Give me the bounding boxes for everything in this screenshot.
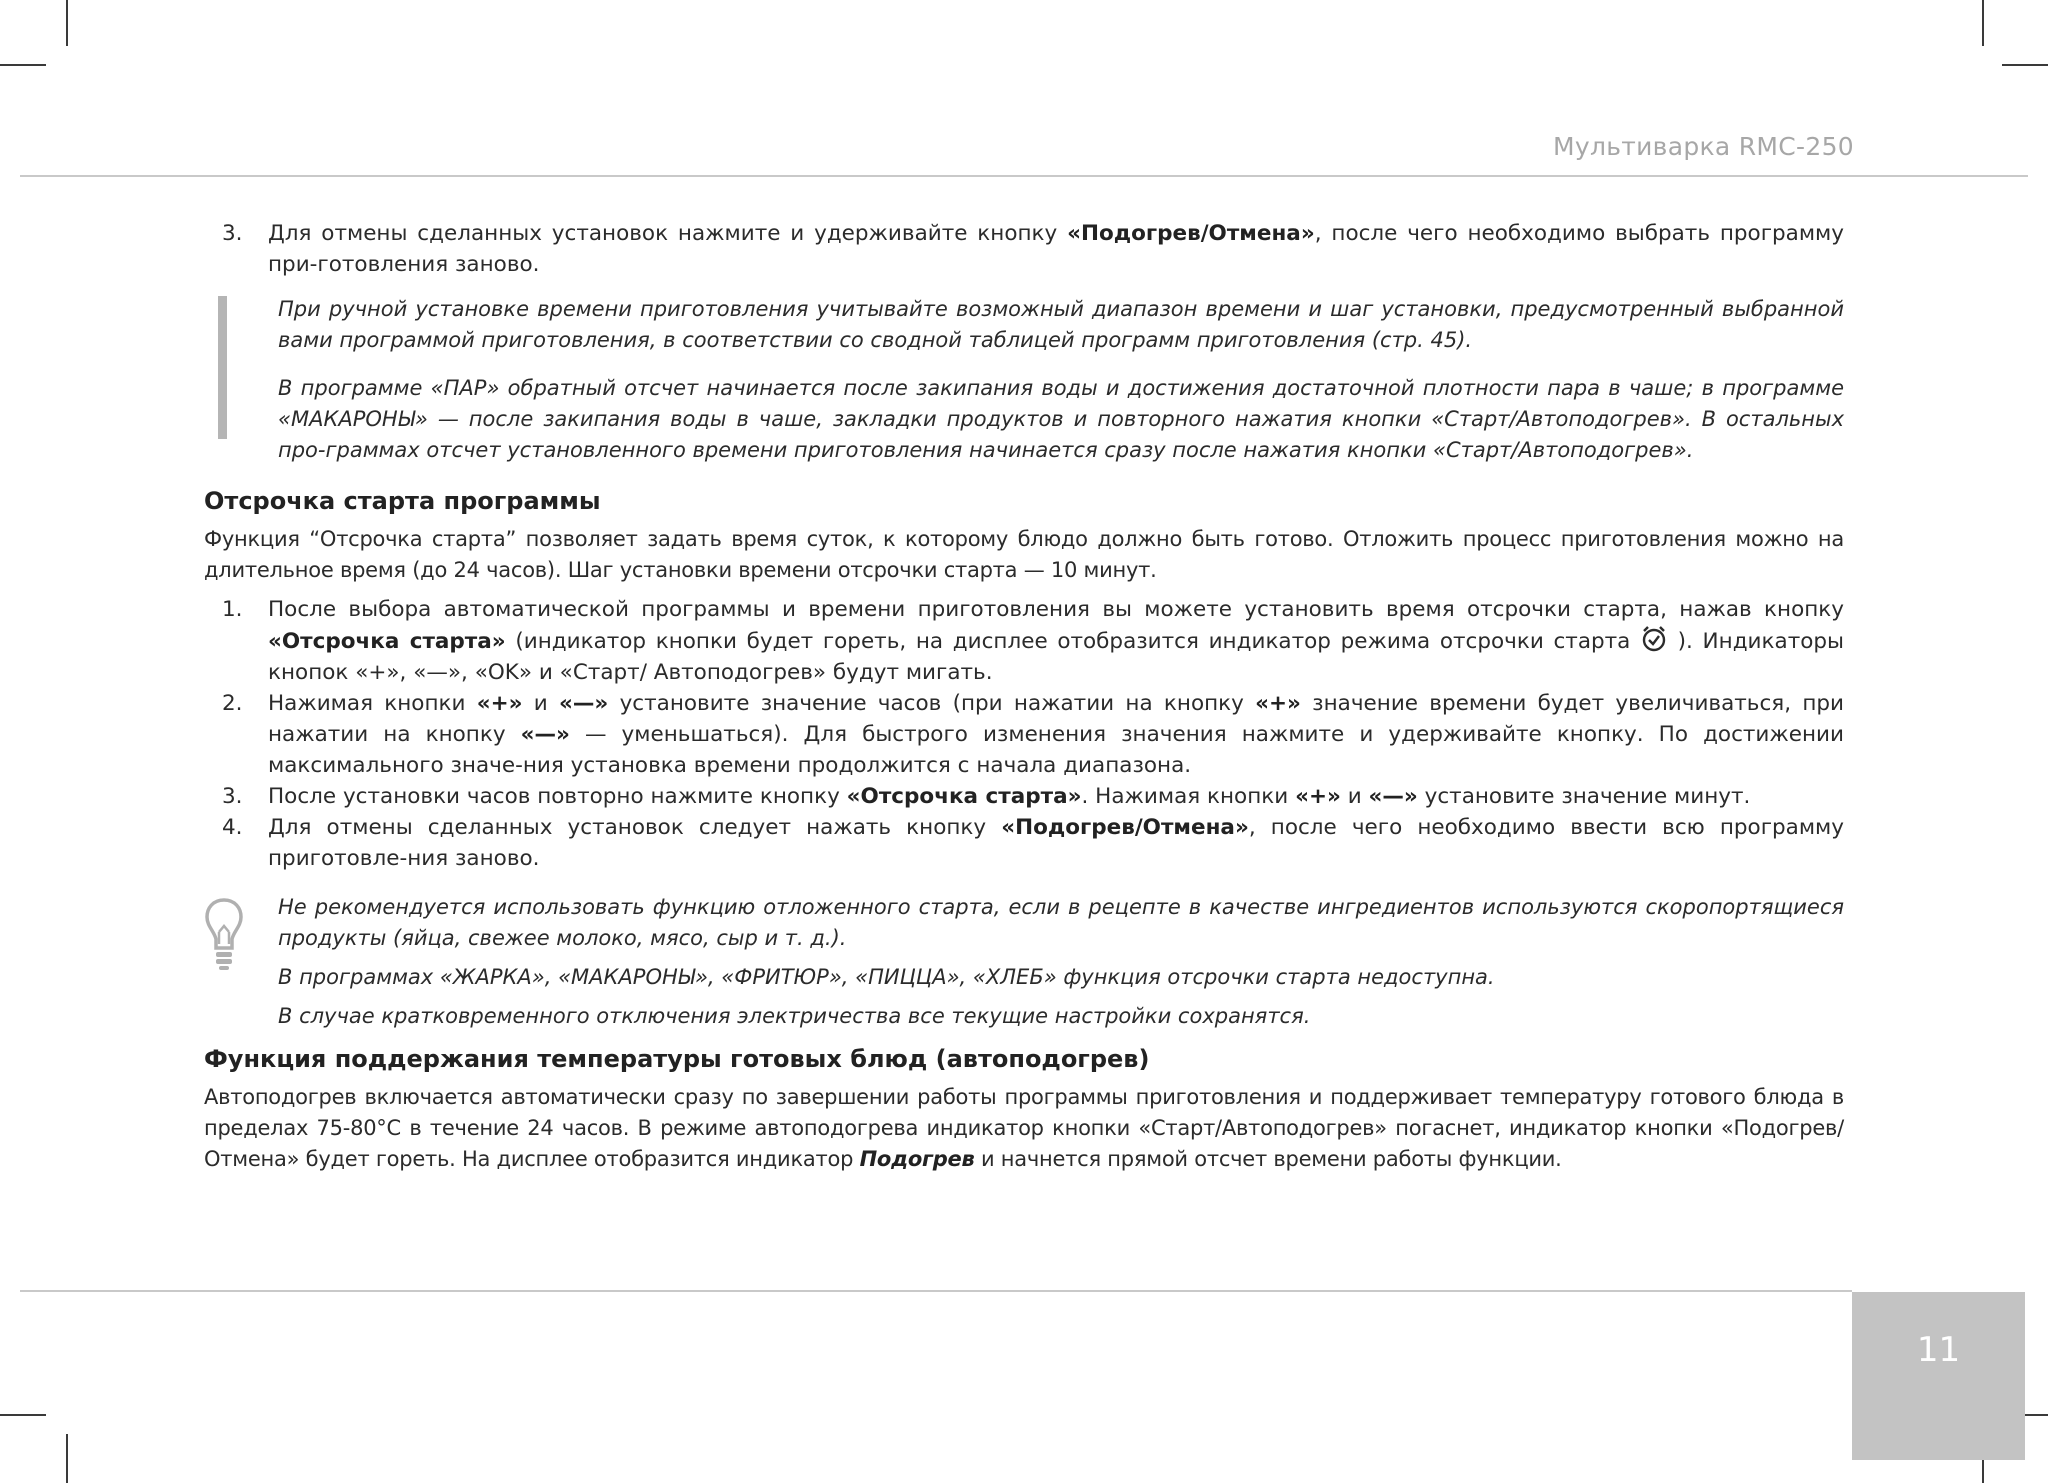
page-content <box>204 218 1844 1175</box>
tip-block <box>204 892 1844 1032</box>
list-item <box>204 812 1844 874</box>
section-title: Отсрочка старта программы <box>204 487 601 515</box>
item-text: (индикатор кнопки будет гореть, на дисплее отобразится индикатор режима отсрочки старта <box>505 629 1641 654</box>
crop-mark <box>0 64 46 66</box>
section-paragraph <box>204 1082 1844 1175</box>
tip-paragraph: В случае кратковременного отключения электричества все текущие настройки сохранятся. <box>278 1004 1311 1028</box>
crop-mark <box>66 1434 68 1483</box>
note-block <box>204 294 1844 466</box>
item-text: , после чего необходимо выбрать программу при-готовления заново. <box>268 221 1844 277</box>
page-number-box <box>1852 1292 2025 1460</box>
note-bar <box>218 296 227 439</box>
item-text: После выбора автоматической программы и времени приготовления вы можете установить время отсрочки старта, нажав кнопку <box>268 597 1844 622</box>
item-number: 3. <box>222 784 243 809</box>
header-rule <box>20 175 2028 177</box>
item-bold: «—» <box>559 691 609 716</box>
page-number: 11 <box>1916 1330 1961 1370</box>
item-text: После установки часов повторно нажмите кнопку <box>268 784 847 809</box>
steps-list <box>204 594 1844 874</box>
note-paragraph: В программе «ПАР» обратный отсчет начинается после закипания воды и достижения достаточной плотности пара в чаше; в программе «МАКАРОНЫ» — после закипания воды в чаше, закладки продуктов и повторного нажатия кнопки «Старт/Автоподогрев». В остальных про-граммах отсчет установленного времени приготовления начинается сразу после нажатия кнопки «Старт/Автоподогрев». <box>278 376 1844 462</box>
item-number: 2. <box>222 691 243 716</box>
paragraph-emphasis: Подогрев <box>859 1147 975 1171</box>
crop-mark <box>66 0 68 46</box>
lightbulb-icon <box>204 896 244 974</box>
paragraph-text: и начнется прямой отсчет времени работы функции. <box>974 1147 1562 1171</box>
item-text: Нажимая кнопки <box>268 691 477 716</box>
section-paragraph: Функция “Отсрочка старта” позволяет задать время суток, к которому блюдо должно быть готово. Отложить процесс приготовления можно на длительное время (до 24 часов). Шаг установки времени отсрочки старта — 10 минут. <box>204 527 1844 582</box>
header-title: Мультиварка RMC-250 <box>1552 132 1854 161</box>
item-text: Для отмены сделанных установок нажмите и удерживайте кнопку <box>268 221 1068 246</box>
crop-mark <box>1982 0 1984 46</box>
crop-mark <box>0 1414 46 1416</box>
item-bold: «—» <box>520 722 570 747</box>
paragraph-text: Автоподогрев включается автоматически сразу по завершении работы программы приготовления и поддерживает температуру готового блюда в пределах 75-80°С в течение 24 часов. В режиме автоподогрева индикатор кнопки «Старт/Автоподогрев» погаснет, индикатор кнопки «Подогрев/Отмена» будет гореть. На дисплее отобразится индикатор <box>204 1085 1844 1171</box>
item-number: 1. <box>222 597 243 622</box>
item-text: установите значение часов (при нажатии на кнопку <box>608 691 1256 716</box>
item-number: 3. <box>222 221 243 246</box>
item-text: и <box>522 691 560 716</box>
item-bold: «Подогрев/Отмена» <box>1067 221 1315 246</box>
item-text: — уменьшаться). Для быстрого изменения значения нажмите и удерживайте кнопку. По достижении максимального значе-ния установка времени продолжится с начала диапазона. <box>268 722 1844 778</box>
item-text: установите значение минут. <box>1417 784 1751 809</box>
item-bold: «Отсрочка старта» <box>846 784 1082 809</box>
item-text: значение времени будет увеличиваться, при нажатии на кнопку <box>268 691 1845 747</box>
item-text: ). Индикаторы кнопок «+», «—», «OK» и «Старт/ Автоподогрев» будут мигать. <box>268 629 1844 685</box>
item-bold: «+» <box>1255 691 1301 716</box>
item-text: , после чего необходимо ввести всю программу приготовле-ния заново. <box>268 815 1844 871</box>
item-bold: «—» <box>1368 784 1418 809</box>
list-item <box>204 594 1844 688</box>
item-text: и <box>1340 784 1369 809</box>
list-item <box>204 688 1844 781</box>
alarm-clock-icon <box>1640 625 1668 653</box>
item-text: Для отмены сделанных установок следует нажать кнопку <box>268 815 1002 840</box>
list-item <box>204 218 1844 280</box>
note-paragraph: При ручной установке времени приготовления учитывайте возможный диапазон времени и шаг установки, предусмотренный выбранной вами программой приготовления, в соответствии со сводной таблицей программ приготовления (стр. 45). <box>278 297 1844 352</box>
item-bold: «Подогрев/Отмена» <box>1001 815 1249 840</box>
item-bold: «+» <box>476 691 523 716</box>
item-text: . Нажимая кнопки <box>1081 784 1296 809</box>
list-item <box>204 781 1844 812</box>
tip-paragraph: В программах «ЖАРКА», «МАКАРОНЫ», «ФРИТЮР», «ПИЦЦА», «ХЛЕБ» функция отсрочки старта недоступна. <box>278 965 1495 989</box>
item-bold: «Отсрочка старта» <box>268 629 506 654</box>
crop-mark <box>2002 64 2048 66</box>
item-number: 4. <box>222 815 243 840</box>
footer-rule <box>20 1290 1852 1292</box>
tip-paragraph: Не рекомендуется использовать функцию отложенного старта, если в рецепте в качестве ингредиентов используются скоропортящиеся продукты (яйца, свежее молоко, мясо, сыр и т. д.). <box>278 895 1844 950</box>
item-bold: «+» <box>1295 784 1341 809</box>
section-title: Функция поддержания температуры готовых блюд (автоподогрев) <box>204 1045 1150 1073</box>
